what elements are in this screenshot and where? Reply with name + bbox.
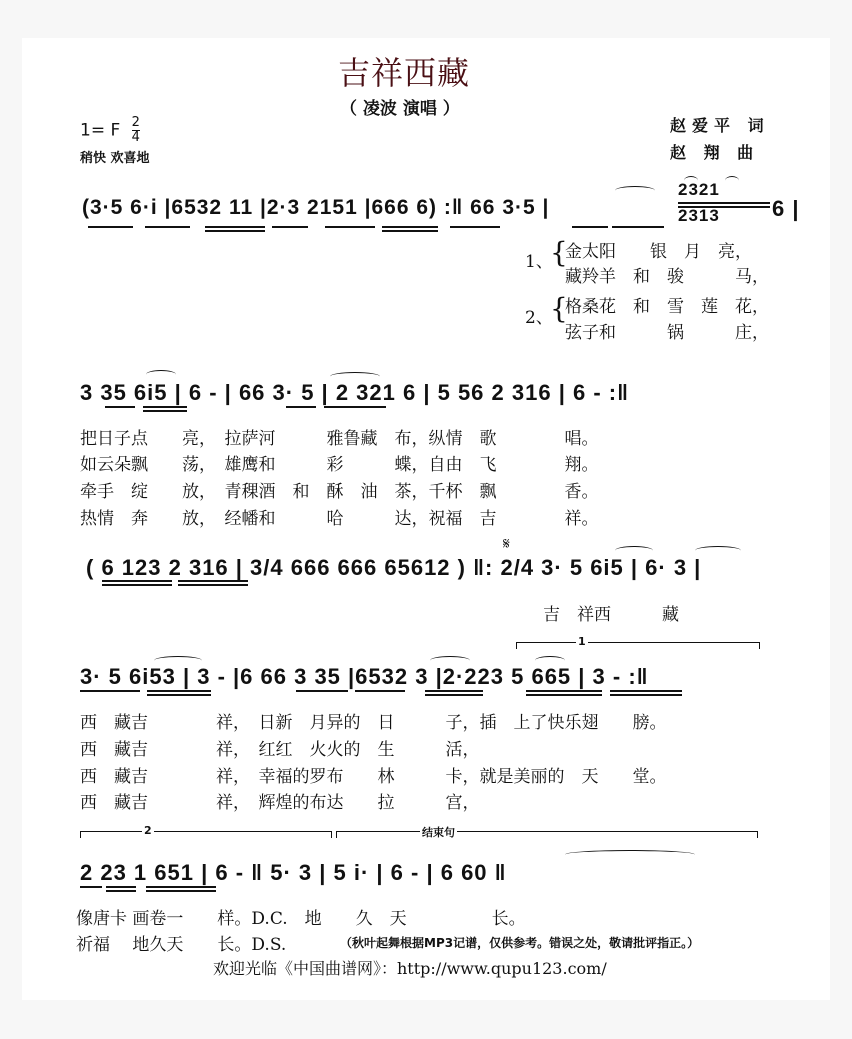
lyrics-line-5-verse-2: 祈福 地久天 长。D.S.: [76, 935, 287, 955]
lyrics-line-3: 吉 祥西 藏: [543, 605, 679, 625]
verse-2-line-2: 弦子和 锅 庄，: [565, 323, 769, 343]
lyrics-line-4-verse-4: 西 藏吉 祥， 辉煌的布达 拉 宫，: [80, 793, 480, 813]
ending-1-label: 1: [578, 635, 586, 648]
verse-1-line-1: 金太阳 银 月 亮，: [565, 242, 752, 262]
lyrics-line-5-verse-1: 像唐卡 画卷一 样。D.C. 地 久 天 长。: [76, 909, 526, 929]
verse-2-line-1: 格桑花 和 雪 莲 花，: [565, 297, 769, 317]
lyrics-line-2-verse-4: 热情 奔 放， 经幡和 哈 达，祝福 吉 祥。: [80, 509, 599, 529]
notation-line-1: (3·5 6·i |6532 11 |2·3 2151 |666 6) :‖ 66 3·5 |: [82, 196, 550, 219]
tempo-marking: 稍快 欢喜地: [80, 151, 150, 166]
lyrics-line-4-verse-2: 西 藏吉 祥， 红红 火火的 生 活，: [80, 740, 480, 760]
brace-2: {: [550, 292, 568, 325]
footer-link[interactable]: 欢迎光临《中国曲谱网》：http://www.qupu123.com/: [213, 959, 607, 978]
lyrics-line-2-verse-3: 牵手 绽 放， 青稞酒 和 酥 油 茶，千杯 飘 香。: [80, 482, 599, 502]
grace-notes-top: 2321: [678, 180, 720, 199]
song-title: 吉祥西藏: [338, 54, 471, 92]
key-signature: [80, 117, 140, 144]
lyrics-line-2-verse-1: 把日子点 亮， 拉萨河 雅鲁藏 布，纵情 歌 唱。: [80, 429, 599, 449]
lyrics-line-2-verse-2: 如云朵飘 荡， 雄鹰和 彩 蝶，自由 飞 翔。: [80, 455, 599, 475]
notation-line-3: ( 6 123 2 316 | 3/4 666 666 65612 ) ‖: 2/4 3· 5 6i5 | 6· 3 |: [86, 555, 702, 580]
grace-resolution: 6 |: [772, 196, 800, 221]
verse-1-line-2: 藏羚羊 和 骏 马，: [565, 267, 769, 287]
lyrics-line-4-verse-3: 西 藏吉 祥， 幸福的罗布 林 卡，就是美丽的 天 堂。: [80, 767, 667, 787]
ending-2-label: 2: [144, 824, 152, 837]
coda-label: 结束句: [422, 826, 455, 839]
notation-line-5: 2 23 1 651 | 6 - ‖ 5· 3 | 5 i· | 6 - | 6 60 ‖: [80, 860, 507, 885]
composer: 赵 翔 曲: [670, 143, 760, 162]
lyrics-line-4-verse-1: 西 藏吉 祥， 日新 月异的 日 子，插 上了快乐翅 膀。: [80, 713, 667, 733]
notation-line-2: 3 35 6i5 | 6 - | 66 3· 5 | 2 321 6 | 5 56 2 316 | 6 - :‖: [80, 380, 630, 405]
time-signature: $\frac{2}{4}$: [131, 115, 140, 145]
transcription-note: （秋叶起舞根据MP3记谱，仅供参考。错误之处，敬请批评指正。）: [340, 936, 700, 950]
performer: （ 凌波 演唱 ）: [340, 99, 460, 119]
notation-line-4: 3· 5 6i53 | 3 - |6 66 3 35 |6532 3 |2·223 5 665 | 3 - :‖: [80, 664, 649, 689]
segno-icon: 𝄋: [503, 534, 510, 553]
brace-1: {: [550, 236, 568, 269]
verse-number-1: 1、: [525, 252, 553, 272]
lyricist: 赵爱平 词: [670, 116, 770, 135]
key-label: 1= F: [80, 120, 121, 141]
verse-number-2: 2、: [525, 308, 553, 328]
grace-notes-bottom: 2313: [678, 206, 720, 225]
